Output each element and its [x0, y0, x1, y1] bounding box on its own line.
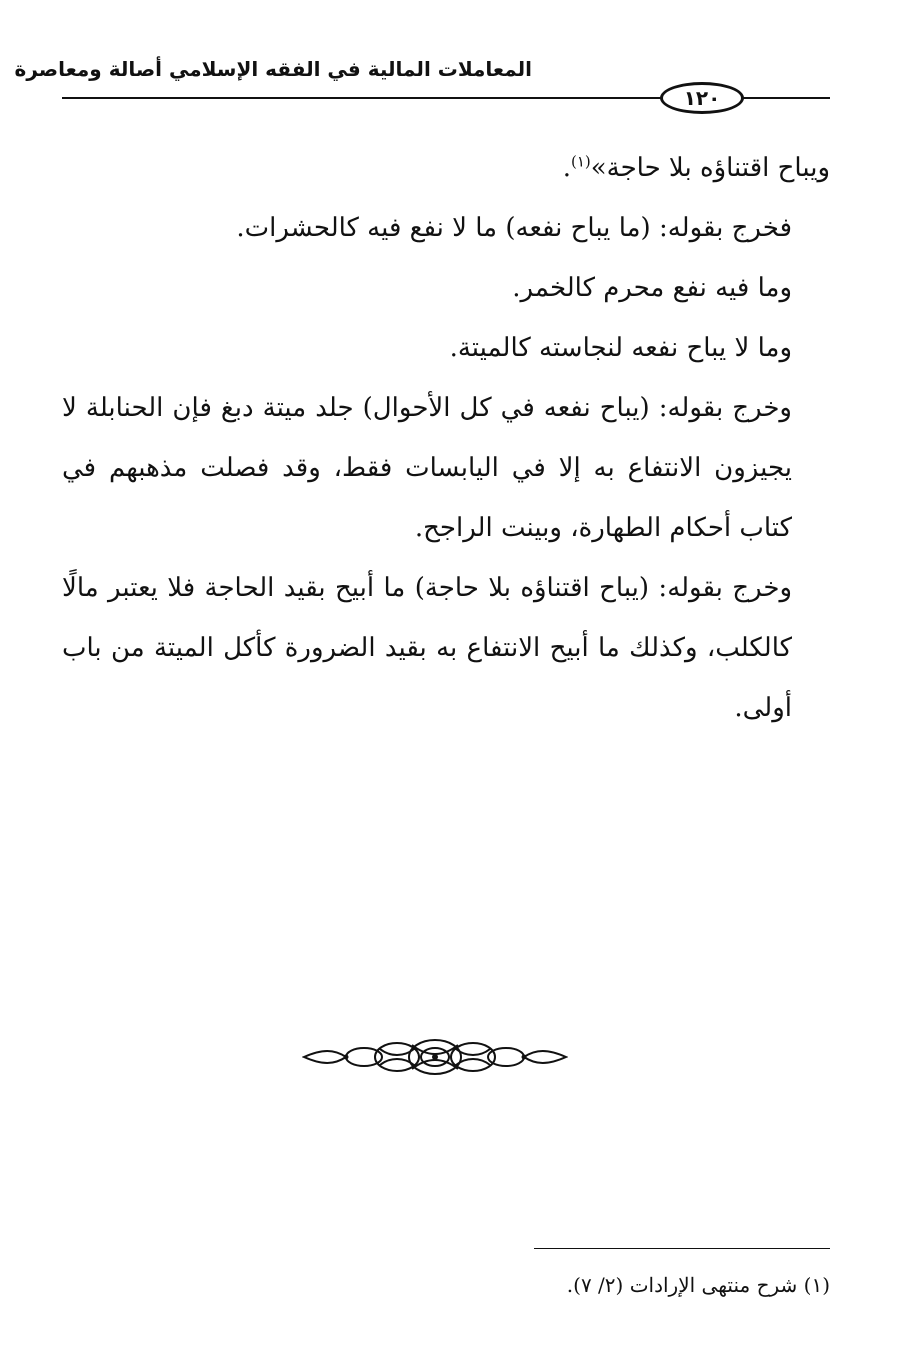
- paragraph-5: وخرج بقوله: (يباح نفعه في كل الأحوال) جلد ميتة دبغ فإن الحنابلة لا يجيزون الانتفاع به إلا في اليابسات فقط، وقد فصلت مذهبهم في كتاب أحكام الطهارة، وبينت الراجح.: [62, 393, 792, 543]
- paragraph-2: فخرج بقوله: (ما يباح نفعه) ما لا نفع فيه كالحشرات.: [236, 213, 792, 243]
- footnote: (١) شرح منتهى الإرادات (٢/ ٧).: [566, 1273, 830, 1297]
- running-title: المعاملات المالية في الفقه الإسلامي أصالة ومعاصرة: [14, 57, 532, 81]
- page-number: ١٢٠: [660, 82, 744, 114]
- footnote-rule: [534, 1248, 830, 1249]
- footnote-reference: (١): [570, 152, 591, 171]
- paragraph-6: وخرج بقوله: (يباح اقتناؤه بلا حاجة) ما أبيح بقيد الحاجة فلا يعتبر مالًا كالكلب، وكذلك ما أبيح الانتفاع به بقيد الضرورة كأكل الميتة من باب أولى.: [62, 573, 792, 723]
- paragraph-1: [62, 138, 830, 198]
- paragraph-1-text: ويباح اقتناؤه بلا حاجة»: [590, 153, 830, 183]
- paragraph-1-end: .: [562, 153, 571, 183]
- decorative-divider-ornament-icon: [302, 1037, 568, 1077]
- paragraph-3: وما فيه نفع محرم كالخمر.: [512, 273, 792, 303]
- body-text: [62, 138, 830, 738]
- paragraph-4: وما لا يباح نفعه لنجاسته كالميتة.: [449, 333, 792, 363]
